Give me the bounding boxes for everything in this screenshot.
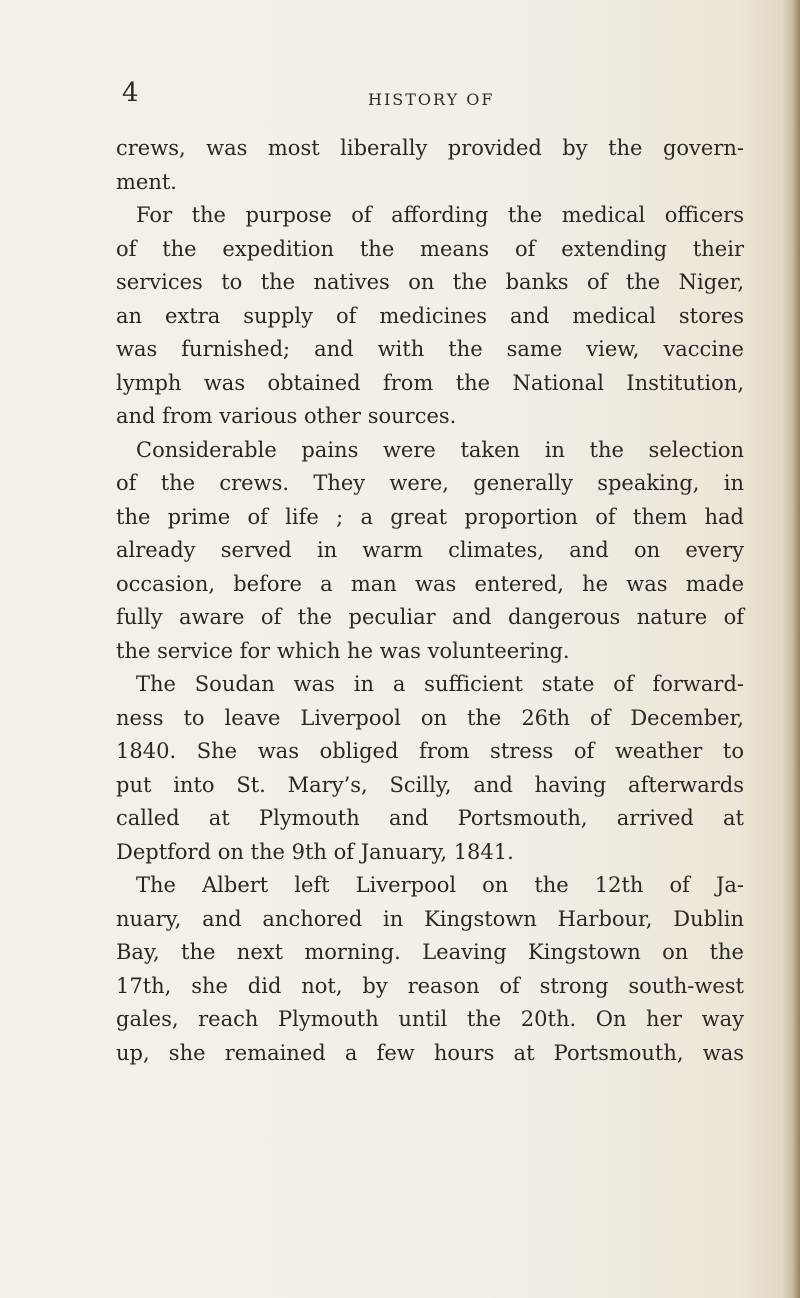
text-line: of the crews. They were, generally speaking, in (116, 471, 744, 495)
text-line: was furnished; and with the same view, vaccine (116, 337, 744, 361)
page-header (0, 78, 800, 118)
text-line: put into St. Mary’s, Scilly, and having afterwards (116, 772, 744, 797)
text-line: the prime of life ; a great proportion of them had (116, 504, 744, 529)
text-line: services to the natives on the banks of the Niger, (116, 270, 744, 294)
text-line: of the expedition the means of extending their (116, 236, 744, 261)
page-number: 4 (122, 78, 139, 108)
text-line: crews, was most liberally provided by the govern- (116, 136, 744, 160)
text-line: an extra supply of medicines and medical stores (116, 303, 744, 328)
text-line: fully aware of the peculiar and dangerous nature of (116, 605, 744, 629)
text-line: called at Plymouth and Portsmouth, arrived at (116, 806, 744, 830)
body-text (116, 132, 744, 1070)
text-line: ness to leave Liverpool on the 26th of December, (116, 705, 744, 730)
text-line: The Albert left Liverpool on the 12th of Ja- (136, 873, 744, 897)
text-line: ment. (116, 169, 177, 194)
text-line: nuary, and anchored in Kingstown Harbour, Dublin (116, 906, 744, 931)
running-head: HISTORY OF (368, 90, 495, 109)
text-line: 17th, she did not, by reason of strong south-west (116, 973, 744, 998)
text-line: Considerable pains were taken in the selection (136, 437, 744, 462)
text-line: occasion, before a man was entered, he was made (116, 571, 744, 596)
text-line: Bay, the next morning. Leaving Kingstown on the (116, 940, 744, 964)
text-line: and from various other sources. (116, 404, 457, 428)
text-line: Deptford on the 9th of January, 1841. (116, 839, 514, 864)
page-edge (782, 0, 800, 1298)
text-line: gales, reach Plymouth until the 20th. On her way (116, 1007, 744, 1031)
text-line: up, she remained a few hours at Portsmouth, was (116, 1040, 744, 1065)
text-line: the service for which he was volunteering. (116, 638, 570, 663)
text-line: The Soudan was in a sufficient state of forward- (136, 672, 744, 696)
text-line: For the purpose of affording the medical officers (136, 203, 744, 227)
text-line: already served in warm climates, and on every (116, 538, 744, 562)
text-line: lymph was obtained from the National Institution, (116, 370, 744, 395)
text-line: 1840. She was obliged from stress of weather to (116, 739, 744, 763)
